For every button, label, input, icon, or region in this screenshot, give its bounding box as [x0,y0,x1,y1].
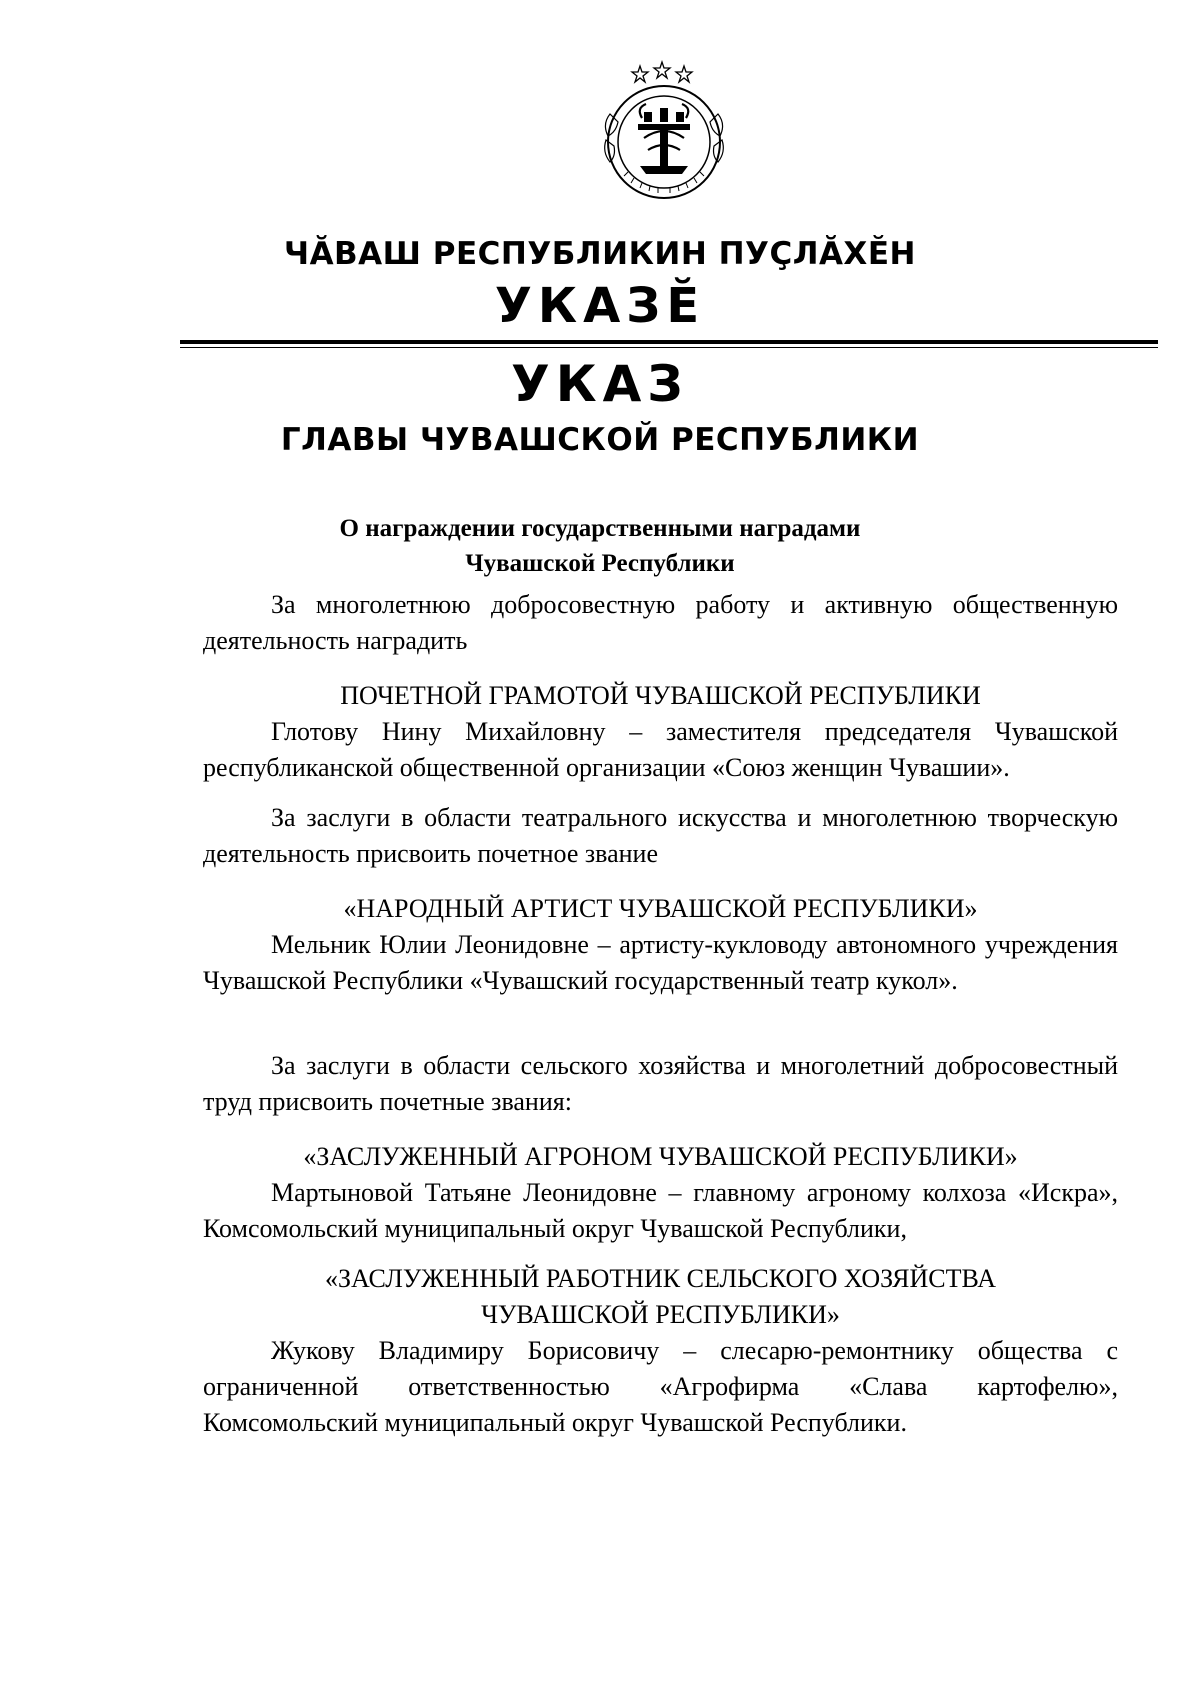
decree-subject-line-2: Чувашской Республики [465,550,735,577]
award-recipient: Мартыновой Татьяне Леонидовне – главному агроному колхоза «Искра», Комсомольский муниципальный округ Чувашской Республики, [203,1178,1118,1243]
chuvash-decree-heading: УКАЗĔ [494,278,706,334]
section-intro: За заслуги в области сельского хозяйства и многолетний добросовестный труд присвоить почетные звания: [203,1051,1118,1116]
header-divider-thin [180,347,1158,348]
decree-subject-line-1: О награждении государственными наградами [339,515,861,542]
award-recipient: Мельник Юлии Леонидовне – артисту-кукловоду автономного учреждения Чувашской Республики «Чувашский государственный театр кукол». [203,930,1118,995]
award-title: «ЗАСЛУЖЕННЫЙ АГРОНОМ ЧУВАШСКОЙ РЕСПУБЛИКИ» [303,1142,1018,1171]
section-intro: За заслуги в области театрального искусства и многолетнюю творческую деятельность присвоить почетное звание [203,803,1118,868]
award-recipient: Жукову Владимиру Борисовичу – слесарю-ремонтнику общества с ограниченной ответственностью «Агрофирма «Слава картофелю», Комсомольский муниципальный округ Чувашской Республики. [203,1336,1118,1437]
russian-header-title: ГЛАВЫ ЧУВАШСКОЙ РЕСПУБЛИКИ [280,422,920,458]
coat-of-arms-icon [598,54,730,204]
section-1 [203,587,1118,786]
award-title-line-1: «ЗАСЛУЖЕННЫЙ РАБОТНИК СЕЛЬСКОГО ХОЗЯЙСТВА [325,1264,996,1293]
award-recipient: Глотову Нину Михайловну – заместителя председателя Чувашской республиканской общественной организации «Союз женщин Чувашии». [203,717,1118,782]
section-4 [203,1261,1118,1441]
award-title: ПОЧЕТНОЙ ГРАМОТОЙ ЧУВАШСКОЙ РЕСПУБЛИКИ [340,681,981,710]
section-3 [203,1048,1118,1247]
russian-decree-heading: УКАЗ [511,355,689,413]
header-divider-thick [180,340,1158,344]
section-2 [203,800,1118,999]
award-title: «НАРОДНЫЙ АРТИСТ ЧУВАШСКОЙ РЕСПУБЛИКИ» [343,894,978,923]
chuvash-header-title: ЧĂВАШ РЕСПУБЛИКИН ПУҪЛĂХĔН [284,236,916,272]
section-intro: За многолетнюю добросовестную работу и активную общественную деятельность наградить [203,590,1118,655]
award-title-line-2: ЧУВАШСКОЙ РЕСПУБЛИКИ» [481,1300,840,1329]
